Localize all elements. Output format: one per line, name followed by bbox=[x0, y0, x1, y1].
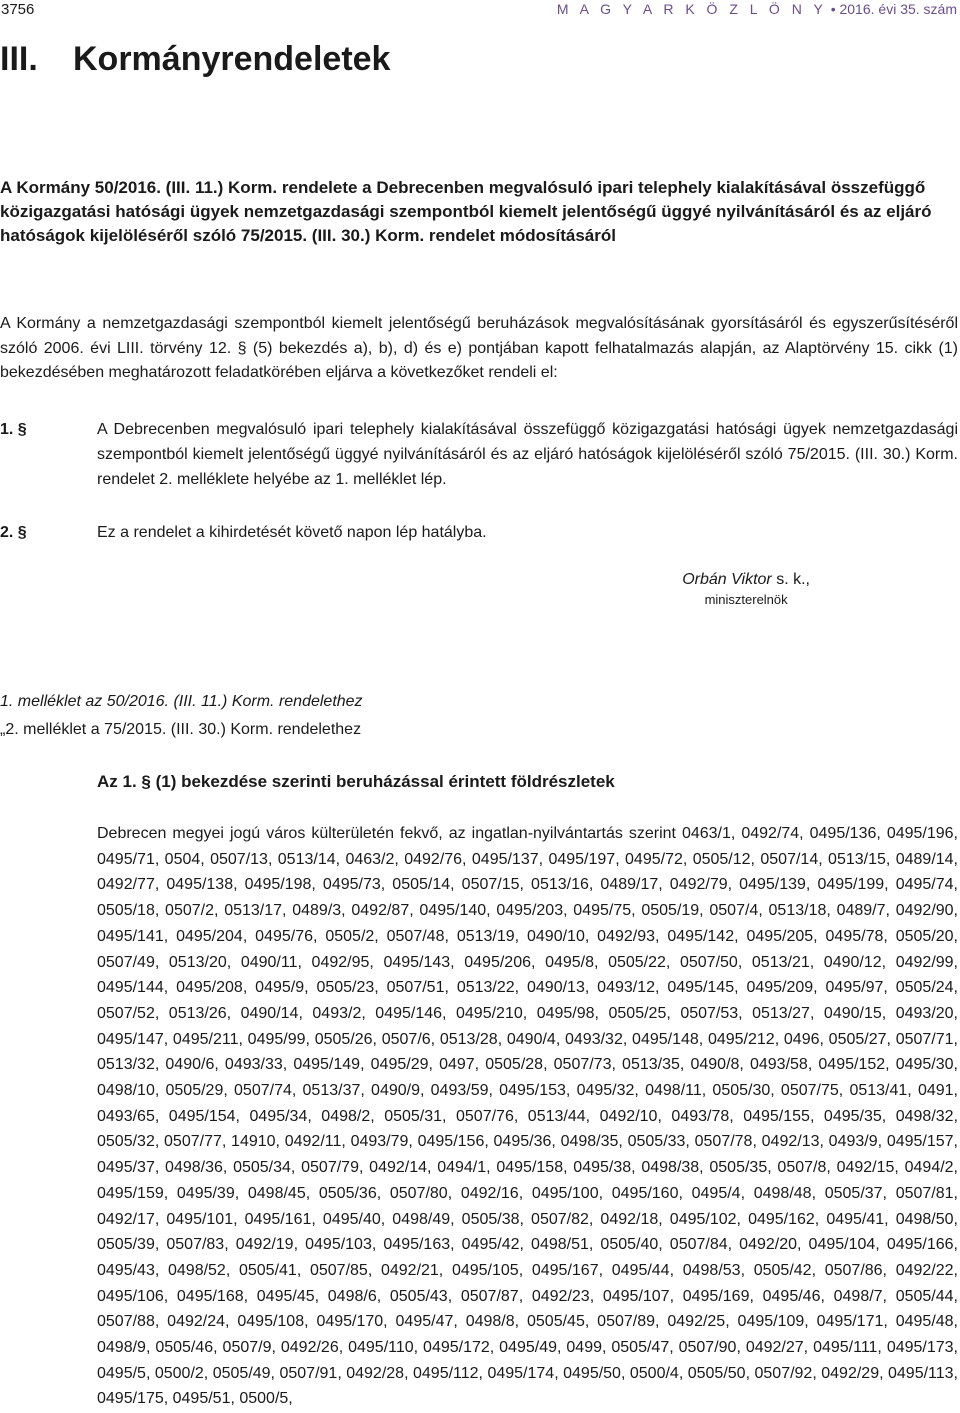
issue-label: 2016. évi 35. szám bbox=[839, 1, 957, 17]
decree-title: A Kormány 50/2016. (III. 11.) Korm. rendelete a Debrecenben megvalósuló ipari telephely kialakításával összefüggő közigazgatási hatósági ügyek nemzetgazdasági szempontból kiemelt jelentőségű üggyé nyilvánításáról és az eljáró hatóságok kijelöléséről szóló 75/2015. (III. 30.) Korm. rendelet módosításáról bbox=[0, 178, 932, 245]
publication-name: M A G Y A R K Ö Z L Ö N Y bbox=[556, 1, 827, 17]
signature-line bbox=[682, 571, 810, 589]
signatory-name: Orbán Viktor bbox=[682, 571, 772, 588]
signature-block bbox=[682, 571, 810, 607]
paragraph-1 bbox=[0, 417, 958, 492]
running-header bbox=[557, 1, 957, 17]
annex-reference: 1. melléklet az 50/2016. (III. 11.) Korm. rendelethez bbox=[0, 693, 363, 710]
paragraph-number: 2. § bbox=[0, 524, 27, 541]
signature-suffix: s. k., bbox=[771, 571, 810, 588]
parcel-list: Debrecen megyei jogú város külterületén fekvő, az ingatlan-nyilvántartás szerint 0463/1, 0492/74, 0495/136, 0495/196, 0495/71, 0504, 0507/13, 0513/14, 0463/2, 0492/76, 0495/137, 0495/197, 0495/72, 0505/12, 0507/14, 0513/15, 0489/14, 0492/77, 0495/138, 0495/198, 0495/73, 0505/14, 0507/15, 0513/16, 0489/17, 0492/79, 0495/139, 0495/199, 0495/74, 0505/18, 0507/2, 0513/17, 0489/3, 0492/87, 0495/140, 0495/203, 0495/75, 0505/19, 0507/4, 0513/18, 0489/7, 0492/90, 0495/141, 0495/204, 0495/76, 0505/2, 0507/48, 0513/19, 0490/10, 0492/93, 0495/142, 0495/205, 0495/78, 0505/20, 0507/49, 0513/20, 0490/11, 0492/95, 0495/143, 0495/206, 0495/8, 0505/22, 0507/50, 0513/21, 0490/12, 0492/99, 0495/144, 0495/208, 0495/9, 0505/23, 0507/51, 0513/22, 0490/13, 0493/12, 0495/145, 0495/209, 0495/97, 0505/24, 0507/52, 0513/26, 0490/14, 0493/2, 0495/146, 0495/210, 0495/98, 0505/25, 0507/53, 0513/27, 0490/15, 0493/20, 0495/147, 0495/211, 0495/99, 0505/26, 0507/6, 0513/28, 0490/4, 0493/32, 0495/148, 0495/212, 0496, 0505/27, 0507/71, 0513/32, 0490/6, 0493/33, 0495/149, 0495/29, 0497, 0505/28, 0507/73, 0513/35, 0490/8, 0493/58, 0495/152, 0495/30, 0498/10, 0505/29, 0507/74, 0513/37, 0490/9, 0493/59, 0495/153, 0495/32, 0498/11, 0505/30, 0507/75, 0513/41, 0491, 0493/65, 0495/154, 0495/34, 0498/2, 0505/31, 0507/76, 0513/44, 0492/10, 0493/78, 0495/155, 0495/35, 0498/32, 0505/32, 0507/77, 14910, 0492/11, 0493/79, 0495/156, 0495/36, 0498/35, 0505/33, 0507/78, 0492/13, 0493/9, 0495/157, 0495/37, 0498/36, 0505/34, 0507/79, 0492/14, 0494/1, 0495/158, 0495/38, 0498/38, 0505/35, 0507/8, 0492/15, 0494/2, 0495/159, 0495/39, 0498/45, 0505/36, 0507/80, 0492/16, 0495/100, 0495/160, 0495/4, 0498/48, 0505/37, 0507/81, 0492/17, 0495/101, 0495/161, 0495/40, 0498/49, 0505/38, 0507/82, 0492/18, 0495/102, 0495/162, 0495/41, 0498/50, 0505/39, 0507/83, 0492/19, 0495/103, 0495/163, 0495/42, 0498/51, 0505/40, 0507/84, 0492/20, 0495/104, 0495/166, 0495/43, 0498/52, 0505/41, 0507/85, 0492/21, 0495/105, 0495/167, 0495/44, 0498/53, 0505/42, 0507/86, 0492/22, 0495/106, 0495/168, 0495/45, 0498/6, 0505/43, 0507/87, 0492/23, 0495/107, 0495/169, 0495/46, 0498/7, 0505/44, 0507/88, 0492/24, 0495/108, 0495/170, 0495/47, 0498/8, 0505/45, 0507/89, 0492/25, 0495/109, 0495/171, 0495/48, 0498/9, 0505/46, 0507/9, 0492/26, 0495/110, 0495/172, 0495/49, 0499, 0505/47, 0507/90, 0492/27, 0495/111, 0495/173, 0495/5, 0500/2, 0505/49, 0507/91, 0492/28, 0495/112, 0495/174, 0495/50, 0500/4, 0505/50, 0507/92, 0492/29, 0495/113, 0495/175, 0495/51, 0500/5, bbox=[97, 825, 958, 1408]
section-title bbox=[0, 40, 390, 79]
paragraph-text: A Debrecenben megvalósuló ipari telephely kialakításával összefüggő közigazgatási hatósági ügyek nemzetgazdasági szempontból kiemelt jelentőségű üggyé nyilvánításáról és az eljáró hatóságok kijelöléséről szóló 75/2015. (III. 30.) Korm. rendelet 2. melléklete helyébe az 1. melléklet lép. bbox=[97, 421, 958, 488]
annex-subheading: Az 1. § (1) bekezdése szerinti beruházással érintett földrészletek bbox=[97, 772, 615, 791]
section-number: III. bbox=[0, 40, 38, 78]
paragraph-2 bbox=[0, 520, 958, 545]
preamble: A Kormány a nemzetgazdasági szempontból kiemelt jelentőségű beruházások megvalósításának gyorsításáról és egyszerűsítéséről szóló 2006. évi LIII. törvény 12. § (5) bekezdés a), b), d) és e) pontjában kapott felhatalmazás alapján, az Alaptörvény 15. cikk (1) bekezdésében meghatározott feladatkörében eljárva a következőket rendeli el: bbox=[0, 315, 958, 381]
annex-title: „2. melléklet a 75/2015. (III. 30.) Korm. rendelethez bbox=[0, 721, 362, 738]
paragraph-number: 1. § bbox=[0, 421, 27, 438]
section-title-text: Kormányrendeletek bbox=[73, 40, 391, 78]
paragraph-text: Ez a rendelet a kihirdetését követő napon lép hatályba. bbox=[97, 524, 487, 541]
signatory-title: miniszterelnök bbox=[704, 592, 788, 607]
header-bullet: • bbox=[830, 1, 840, 17]
page-number: 3756 bbox=[1, 1, 35, 18]
